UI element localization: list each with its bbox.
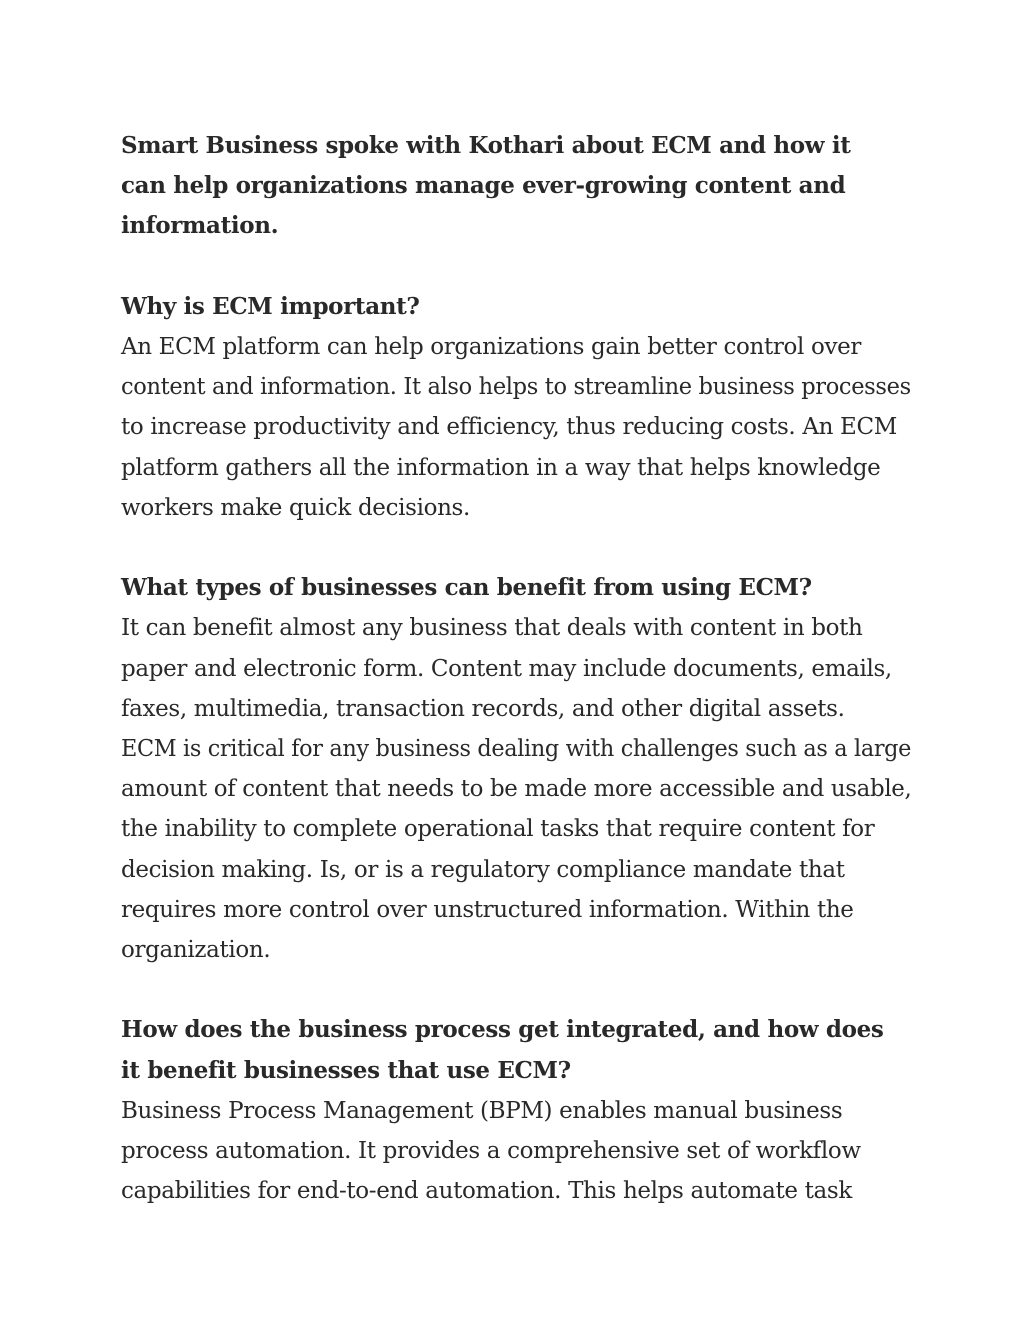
section-answer-line: paper and electronic form. Content may include documents, emails, [121,655,892,682]
section-business-process [121,1010,911,1211]
section-question: How does the business process get integrated, and how does [121,1016,884,1044]
section-answer-line: platform gathers all the information in a way that helps knowledge [121,454,881,481]
paragraph-spacer [121,247,911,287]
section-answer-line: Business Process Management (BPM) enables manual business [121,1097,843,1124]
section-answer-line: organization. [121,937,271,964]
section-question: it benefit businesses that use ECM? [121,1056,571,1084]
section-answer-line: An ECM platform can help organizations gain better control over [121,334,862,360]
intro-line: information. [121,212,279,240]
section-answer-line: workers make quick decisions. [121,494,470,521]
section-answer-line: to increase productivity and efficiency, thus reducing costs. An ECM [121,414,897,441]
section-business-types [121,568,911,970]
section-answer-line: requires more control over unstructured information. Within the [121,896,854,923]
section-answer-line: ECM is critical for any business dealing with challenges such as a large [121,736,912,763]
intro-line: can help organizations manage ever-growing content and [121,172,846,200]
section-answer-line: capabilities for end-to-end automation. This helps automate task [121,1178,852,1205]
section-answer-line: content and information. It also helps to streamline business processes [121,374,911,401]
section-answer-line: It can benefit almost any business that deals with content in both [121,615,863,642]
section-answer-line: process automation. It provides a comprehensive set of workflow [121,1138,861,1165]
section-answer-line: amount of content that needs to be made more accessible and usable, [121,776,912,803]
section-question: What types of businesses can benefit from using ECM? [121,574,812,602]
section-question: Why is ECM important? [121,292,420,320]
section-answer-line: faxes, multimedia, transaction records, and other digital assets. [121,695,845,722]
section-answer-line: decision making. Is, or is a regulatory compliance mandate that [121,856,845,883]
section-answer-line: the inability to complete operational tasks that require content for [121,816,875,843]
intro-line: Smart Business spoke with Kothari about ECM and how it [121,132,851,159]
paragraph-spacer [121,970,911,1010]
section-why-ecm-important [121,287,911,528]
document-page [121,126,911,1211]
paragraph-spacer [121,528,911,568]
intro-paragraph [121,126,911,247]
